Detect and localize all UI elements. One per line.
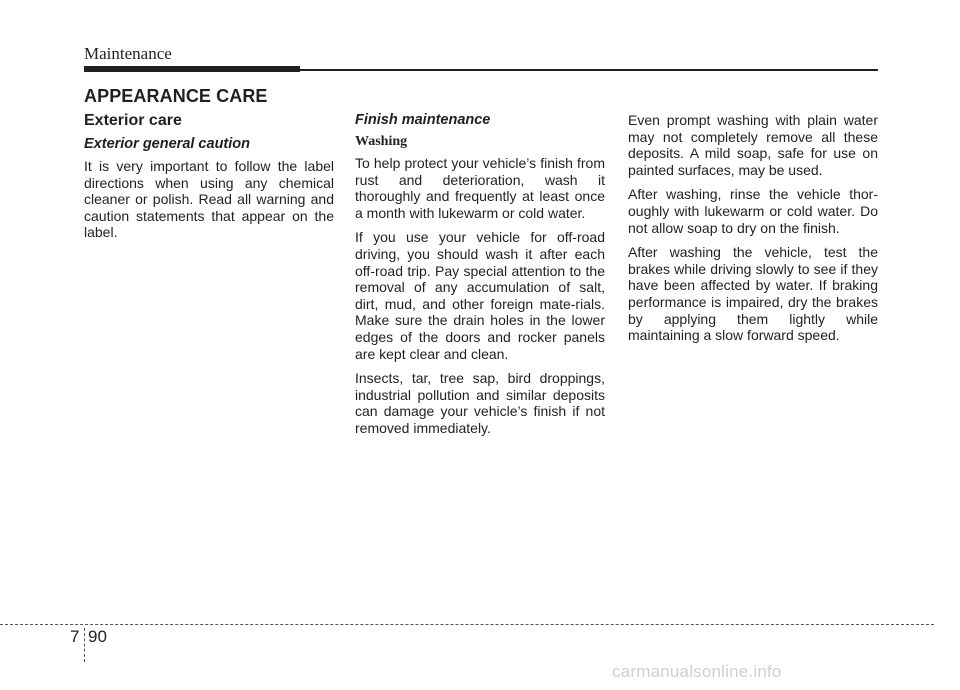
column-left (84, 112, 334, 249)
column-middle (355, 112, 605, 445)
paragraph: If you use your vehicle for off-road driving, you should wash it after each off-road trip. Pay special attention to the removal of any accumulation of salt, dirt, mud, and other foreign mate-rials. Make sure the drain holes in the lower edges of the doors and rocker panels are kept clear and clean. (355, 229, 605, 362)
header-title: Maintenance (84, 44, 172, 63)
footer-rule (0, 624, 934, 625)
chapter-number: 7 (70, 627, 80, 646)
header-rule-thick (84, 66, 300, 72)
watermark: carmanualsonline.info (612, 662, 782, 681)
page-number-separator (84, 628, 85, 662)
heading-washing: Washing (355, 134, 408, 149)
paragraph: After washing, rinse the vehicle thor-oughly with lukewarm or cold water. Do not allow soap to dry on the finish. (628, 186, 878, 236)
page-number: 90 (88, 627, 107, 646)
paragraph: After washing the vehicle, test the brakes while driving slowly to see if they have been affected by water. If braking performance is impaired, dry the brakes by applying them lightly while maintaining a slow forward speed. (628, 244, 878, 344)
heading-exterior-care: Exterior care (84, 112, 182, 129)
paragraph: To help protect your vehicle’s finish from rust and deterioration, wash it thoroughly and frequently at least once a month with lukewarm or cold water. (355, 155, 605, 221)
column-right (628, 112, 878, 352)
section-title: APPEARANCE CARE (84, 86, 268, 106)
subheading-exterior-general-caution: Exterior general caution (84, 136, 250, 152)
paragraph: Even prompt washing with plain water may not completely remove all these deposits. A mild soap, safe for use on painted surfaces, may be used. (628, 112, 878, 178)
paragraph: It is very important to follow the label directions when using any chemical cleaner or polish. Read all warning and caution statements that appear on the label. (84, 158, 334, 241)
header-rule-thin (300, 69, 878, 71)
paragraph: Insects, tar, tree sap, bird droppings, industrial pollution and similar deposits can damage your vehicle’s finish if not removed immediately. (355, 370, 605, 436)
subheading-finish-maintenance: Finish maintenance (355, 112, 491, 128)
